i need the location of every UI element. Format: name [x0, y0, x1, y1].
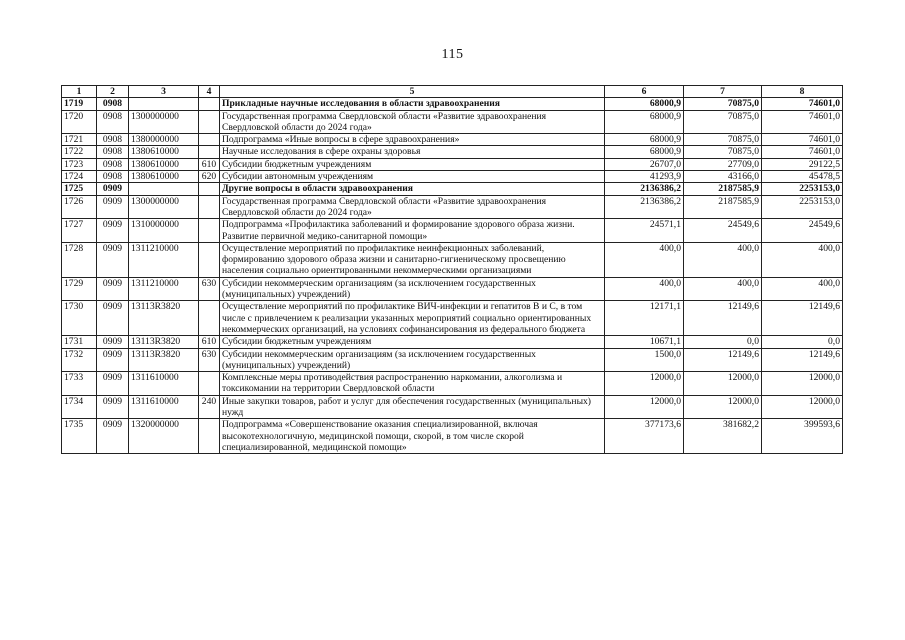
- table-row: [62, 336, 843, 348]
- section-code: 0908: [97, 158, 129, 170]
- table-row: [62, 171, 843, 183]
- amount-col-8: 74601,0: [762, 134, 843, 146]
- expense-code: [199, 98, 220, 110]
- header-row: [62, 86, 843, 98]
- amount-col-8: 0,0: [762, 336, 843, 348]
- amount-col-8: 12149,6: [762, 348, 843, 372]
- table-row: [62, 195, 843, 219]
- page-number: 115: [441, 47, 464, 62]
- table-row: [62, 110, 843, 134]
- amount-col-6: 12171,1: [605, 301, 684, 336]
- table-row: [62, 348, 843, 372]
- item-name: Прикладные научные исследования в области здравоохранения: [220, 98, 605, 110]
- amount-col-7: 70875,0: [684, 110, 762, 134]
- target-code: 1320000000: [129, 419, 199, 454]
- section-code: 0909: [97, 277, 129, 301]
- section-code: 0908: [97, 110, 129, 134]
- amount-col-6: 377173,6: [605, 419, 684, 454]
- amount-col-8: 12149,6: [762, 301, 843, 336]
- section-code: 0909: [97, 183, 129, 195]
- column-header: 7: [684, 86, 762, 98]
- target-code: 13113R3820: [129, 336, 199, 348]
- expense-code: 620: [199, 171, 220, 183]
- target-code: 1300000000: [129, 110, 199, 134]
- row-number: 1728: [62, 242, 97, 277]
- row-number: 1732: [62, 348, 97, 372]
- expense-code: [199, 134, 220, 146]
- expense-code: [199, 110, 220, 134]
- amount-col-6: 1500,0: [605, 348, 684, 372]
- target-code: 1311210000: [129, 242, 199, 277]
- section-code: 0909: [97, 195, 129, 219]
- expense-code: [199, 183, 220, 195]
- amount-col-8: 74601,0: [762, 98, 843, 110]
- table-row: [62, 372, 843, 396]
- section-code: 0909: [97, 219, 129, 243]
- target-code: 1300000000: [129, 195, 199, 219]
- amount-col-6: 68000,9: [605, 98, 684, 110]
- table-row: [62, 242, 843, 277]
- table-row: [62, 98, 843, 110]
- amount-col-8: 12000,0: [762, 372, 843, 396]
- section-code: 0908: [97, 134, 129, 146]
- amount-col-6: 2136386,2: [605, 195, 684, 219]
- row-number: 1733: [62, 372, 97, 396]
- column-header: 4: [199, 86, 220, 98]
- item-name: Научные исследования в сфере охраны здоровья: [220, 146, 605, 158]
- amount-col-6: 12000,0: [605, 395, 684, 419]
- expense-code: [199, 419, 220, 454]
- item-name: Подпрограмма «Иные вопросы в сфере здравоохранения»: [220, 134, 605, 146]
- section-code: 0909: [97, 372, 129, 396]
- target-code: 13113R3820: [129, 301, 199, 336]
- amount-col-7: 70875,0: [684, 134, 762, 146]
- item-name: Субсидии автономным учреждениям: [220, 171, 605, 183]
- amount-col-7: 12000,0: [684, 395, 762, 419]
- amount-col-7: 70875,0: [684, 146, 762, 158]
- amount-col-8: 74601,0: [762, 146, 843, 158]
- item-name: Субсидии некоммерческим организациям (за исключением государственных (муниципальных) учреждений): [220, 348, 605, 372]
- amount-col-6: 68000,9: [605, 134, 684, 146]
- item-name: Субсидии некоммерческим организациям (за исключением государственных (муниципальных) учреждений): [220, 277, 605, 301]
- target-code: 1380000000: [129, 134, 199, 146]
- amount-col-7: 0,0: [684, 336, 762, 348]
- expense-code: 610: [199, 336, 220, 348]
- table-row: [62, 301, 843, 336]
- amount-col-7: 12149,6: [684, 301, 762, 336]
- amount-col-6: 24571,1: [605, 219, 684, 243]
- column-header: 2: [97, 86, 129, 98]
- amount-col-7: 24549,6: [684, 219, 762, 243]
- target-code: 1310000000: [129, 219, 199, 243]
- amount-col-8: 400,0: [762, 242, 843, 277]
- amount-col-8: 74601,0: [762, 110, 843, 134]
- row-number: 1727: [62, 219, 97, 243]
- table-row: [62, 219, 843, 243]
- amount-col-7: 381682,2: [684, 419, 762, 454]
- budget-table: [61, 85, 843, 454]
- amount-col-8: 2253153,0: [762, 195, 843, 219]
- amount-col-7: 27709,0: [684, 158, 762, 170]
- item-name: Подпрограмма «Совершенствование оказания специализированной, включая высокотехнологичную, медицинской помощи, скорой, в том числе скорой специализированной, медицинской помощи»: [220, 419, 605, 454]
- amount-col-6: 400,0: [605, 242, 684, 277]
- amount-col-7: 2187585,9: [684, 183, 762, 195]
- amount-col-6: 26707,0: [605, 158, 684, 170]
- section-code: 0909: [97, 242, 129, 277]
- amount-col-6: 12000,0: [605, 372, 684, 396]
- expense-code: [199, 372, 220, 396]
- section-code: 0908: [97, 98, 129, 110]
- amount-col-7: 12000,0: [684, 372, 762, 396]
- amount-col-6: 400,0: [605, 277, 684, 301]
- amount-col-6: 41293,9: [605, 171, 684, 183]
- amount-col-8: 399593,6: [762, 419, 843, 454]
- item-name: Государственная программа Свердловской области «Развитие здравоохранения Свердловской области до 2024 года»: [220, 195, 605, 219]
- row-number: 1721: [62, 134, 97, 146]
- column-header: 3: [129, 86, 199, 98]
- target-code: 1311610000: [129, 372, 199, 396]
- item-name: Субсидии бюджетным учреждениям: [220, 158, 605, 170]
- section-code: 0909: [97, 395, 129, 419]
- table-row: [62, 158, 843, 170]
- section-code: 0909: [97, 301, 129, 336]
- amount-col-8: 2253153,0: [762, 183, 843, 195]
- row-number: 1719: [62, 98, 97, 110]
- target-code: 1380610000: [129, 171, 199, 183]
- row-number: 1723: [62, 158, 97, 170]
- target-code: 13113R3820: [129, 348, 199, 372]
- column-header: 6: [605, 86, 684, 98]
- row-number: 1722: [62, 146, 97, 158]
- amount-col-8: 45478,5: [762, 171, 843, 183]
- item-name: Другие вопросы в области здравоохранения: [220, 183, 605, 195]
- amount-col-6: 68000,9: [605, 146, 684, 158]
- expense-code: [199, 242, 220, 277]
- row-number: 1720: [62, 110, 97, 134]
- target-code: 1380610000: [129, 146, 199, 158]
- table-row: [62, 277, 843, 301]
- amount-col-7: 400,0: [684, 242, 762, 277]
- amount-col-8: 400,0: [762, 277, 843, 301]
- section-code: 0909: [97, 336, 129, 348]
- table-body: [62, 98, 843, 454]
- target-code: 1311210000: [129, 277, 199, 301]
- item-name: Подпрограмма «Профилактика заболеваний и формирование здорового образа жизни. Развитие первичной медико-санитарной помощи»: [220, 219, 605, 243]
- column-header: 5: [220, 86, 605, 98]
- amount-col-7: 2187585,9: [684, 195, 762, 219]
- column-header: 8: [762, 86, 843, 98]
- row-number: 1725: [62, 183, 97, 195]
- item-name: Комплексные меры противодействия распространению наркомании, алкоголизма и токсикомании на территории Свердловской области: [220, 372, 605, 396]
- row-number: 1726: [62, 195, 97, 219]
- expense-code: [199, 195, 220, 219]
- amount-col-7: 12149,6: [684, 348, 762, 372]
- amount-col-6: 68000,9: [605, 110, 684, 134]
- table-row: [62, 419, 843, 454]
- row-number: 1731: [62, 336, 97, 348]
- item-name: Осуществление мероприятий по профилактике неинфекционных заболеваний, формированию здорового образа жизни и санитарно-гигиеническому просвещению населения социально ориентированными некоммерческими организациями: [220, 242, 605, 277]
- expense-code: [199, 301, 220, 336]
- amount-col-7: 43166,0: [684, 171, 762, 183]
- target-code: [129, 98, 199, 110]
- expense-code: 630: [199, 348, 220, 372]
- amount-col-8: 24549,6: [762, 219, 843, 243]
- item-name: Государственная программа Свердловской области «Развитие здравоохранения Свердловской области до 2024 года»: [220, 110, 605, 134]
- amount-col-6: 2136386,2: [605, 183, 684, 195]
- section-code: 0908: [97, 146, 129, 158]
- expense-code: [199, 146, 220, 158]
- row-number: 1729: [62, 277, 97, 301]
- row-number: 1734: [62, 395, 97, 419]
- table-row: [62, 395, 843, 419]
- amount-col-7: 400,0: [684, 277, 762, 301]
- amount-col-8: 29122,5: [762, 158, 843, 170]
- column-header: 1: [62, 86, 97, 98]
- table-row: [62, 183, 843, 195]
- row-number: 1735: [62, 419, 97, 454]
- table-row: [62, 134, 843, 146]
- item-name: Субсидии бюджетным учреждениям: [220, 336, 605, 348]
- target-code: [129, 183, 199, 195]
- expense-code: 240: [199, 395, 220, 419]
- expense-code: 630: [199, 277, 220, 301]
- section-code: 0909: [97, 419, 129, 454]
- row-number: 1730: [62, 301, 97, 336]
- section-code: 0908: [97, 171, 129, 183]
- expense-code: 610: [199, 158, 220, 170]
- target-code: 1311610000: [129, 395, 199, 419]
- amount-col-7: 70875,0: [684, 98, 762, 110]
- amount-col-8: 12000,0: [762, 395, 843, 419]
- section-code: 0909: [97, 348, 129, 372]
- target-code: 1380610000: [129, 158, 199, 170]
- amount-col-6: 10671,1: [605, 336, 684, 348]
- table-row: [62, 146, 843, 158]
- row-number: 1724: [62, 171, 97, 183]
- item-name: Осуществление мероприятий по профилактике ВИЧ-инфекции и гепатитов В и С, в том числе с привлечением к реализации указанных мероприятий социально ориентированных некоммерческих организаций, на условиях софинансирования из федерального бюджета: [220, 301, 605, 336]
- expense-code: [199, 219, 220, 243]
- item-name: Иные закупки товаров, работ и услуг для обеспечения государственных (муниципальных) нужд: [220, 395, 605, 419]
